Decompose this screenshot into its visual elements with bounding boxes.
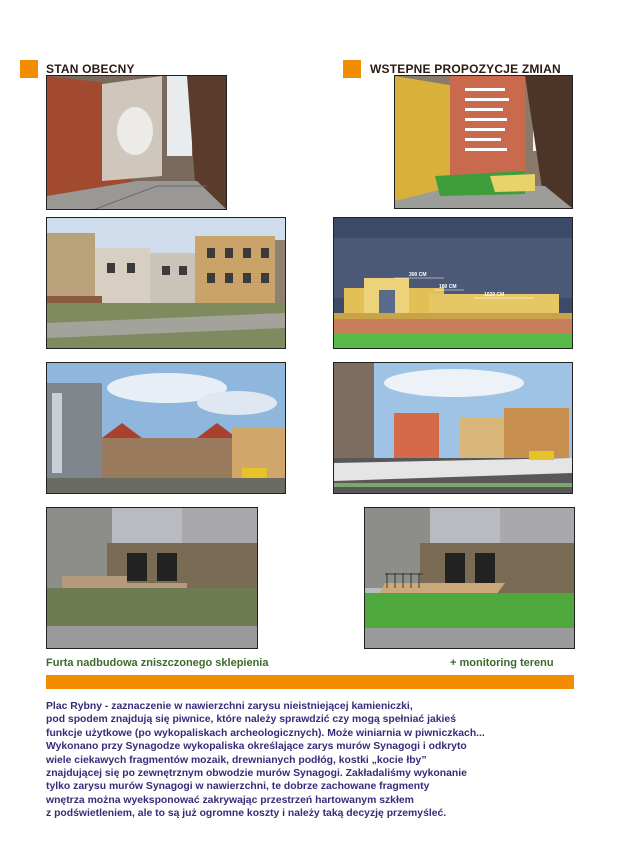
photo-current-townhouses xyxy=(47,218,285,348)
paragraph-line: znajdującej się po zewnętrznym obwodzie murów Synagogi. Zakładaliśmy wykonanie xyxy=(46,768,467,780)
paragraph-line: tylko zarysu murów Synagogi w nawierzchni, te dobrze zachowane fragmenty xyxy=(46,781,430,793)
paragraph-line: funkcje użytkowe (po wykopaliskach archeologicznych). Może winiarnia w piwniczkach... xyxy=(46,727,485,739)
dimension-label-300: 300 CM xyxy=(409,272,427,278)
section-marker-proposal xyxy=(343,60,361,78)
paragraph-line: wiele ciekawych fragmentów mozaik, drewnianych podłóg, kostki „kocie łby” xyxy=(46,754,427,766)
paragraph-line: wnętrza można wyeksponować zakrywając przestrzeń hartowanym szkłem xyxy=(46,794,414,806)
drawing-proposal-wall-elevation xyxy=(334,218,572,348)
photo-current-alley xyxy=(47,76,226,209)
description-paragraph xyxy=(46,700,606,821)
section-marker-current xyxy=(20,60,38,78)
dimension-label-180: 180 CM xyxy=(439,284,457,290)
paragraph-line: pod spodem znajdują się piwnice, które należy sprawdzić czy mogą spełniać jakieś xyxy=(46,714,456,726)
photo-proposal-alley xyxy=(395,76,572,208)
photo-proposal-square xyxy=(334,363,572,493)
photo-proposal-cellar-entrance xyxy=(365,508,574,648)
photo-current-cellar-entrance xyxy=(47,508,257,648)
caption-gate-superstructure: Furta nadbudowa zniszczonego sklepienia xyxy=(46,657,269,669)
heading-proposed-changes: WSTEPNE PROPOZYCJE ZMIAN xyxy=(370,62,561,76)
photo-current-square xyxy=(47,363,285,493)
caption-monitoring: + monitoring terenu xyxy=(450,657,554,669)
paragraph-line: z podświetleniem, ale to są już ogromne koszty i należy taką decyzję przemyśleć. xyxy=(46,808,447,820)
paragraph-line: Wykonano przy Synagodze wykopaliska określające zarys murów Synagogi i odkryto xyxy=(46,741,467,753)
dimension-label-1020: 1020 CM xyxy=(484,292,505,298)
heading-current-state: STAN OBECNY xyxy=(46,62,135,76)
orange-divider-bar xyxy=(46,675,574,689)
paragraph-line: Plac Rybny - zaznaczenie w nawierzchni zarysu nieistniejącej kamieniczki, xyxy=(46,701,413,712)
